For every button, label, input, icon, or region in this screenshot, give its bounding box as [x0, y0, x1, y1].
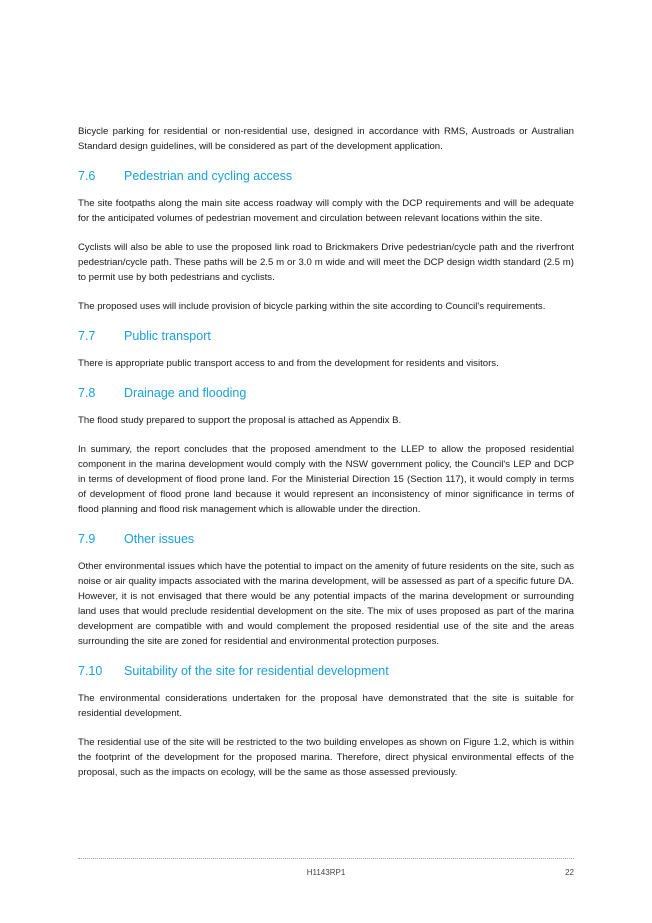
section-paragraph: Cyclists will also be able to use the proposed link road to Brickmakers Drive pedestrian/cycle path and the riverfront pedestrian/cycle path. These paths will be 2.5 m or 3.0 m wide and will meet the DCP design width standard (2.5 m) to permit use by both pedestrians and cyclists.: [78, 242, 574, 283]
section-7-9: [78, 531, 574, 649]
section-number: 7.8: [78, 386, 96, 400]
section-paragraph: There is appropriate public transport access to and from the development for residents and visitors.: [78, 358, 499, 369]
section-heading: [78, 328, 574, 344]
footer-doc-code: H1143RP1: [306, 868, 346, 877]
section-number: 7.7: [78, 329, 96, 343]
section-number: 7.9: [78, 532, 96, 546]
section-heading: [78, 663, 574, 679]
section-7-7: [78, 328, 574, 371]
section-paragraph: The environmental considerations undertaken for the proposal have demonstrated that the site is suitable for residential development.: [78, 693, 574, 719]
section-number: 7.10: [78, 664, 103, 678]
section-heading: [78, 385, 574, 401]
section-paragraph: The site footpaths along the main site access roadway will comply with the DCP requirements and will be adequate for the anticipated volumes of pedestrian movement and circulation between relevant locations within the site.: [78, 198, 574, 224]
section-heading: [78, 531, 574, 547]
section-title: Suitability of the site for residential development: [124, 664, 389, 678]
section-paragraph: In summary, the report concludes that the proposed amendment to the LLEP to allow the proposed residential component in the marina development would comply with the NSW government policy, the Council's LEP and DCP in terms of development of flood prone land. For the Ministerial Direction 15 (Section 117), it would comply in terms of development of flood prone land because it would represent an inconsistency of minor significance in terms of flood planning and flood risk management which is allowable under the direction.: [78, 444, 574, 515]
section-7-10: [78, 663, 574, 780]
intro-paragraph: Bicycle parking for residential or non-residential use, designed in accordance with RMS, Austroads or Australian Standard design guidelines, will be considered as part of the development application.: [78, 126, 574, 152]
section-paragraph: The flood study prepared to support the proposal is attached as Appendix B.: [78, 415, 402, 426]
section-paragraph: The proposed uses will include provision of bicycle parking within the site according to Council's requirements.: [78, 301, 546, 312]
section-title: Pedestrian and cycling access: [124, 169, 293, 183]
section-title: Drainage and flooding: [124, 386, 247, 400]
section-7-8: [78, 385, 574, 517]
section-number: 7.6: [78, 169, 96, 183]
section-paragraph: The residential use of the site will be restricted to the two building envelopes as shown on Figure 1.2, which is within the footprint of the development for the proposed marina. Therefore, direct physical environmental effects of the proposal, such as the impacts on ecology, will be the same as those assessed previously.: [78, 737, 574, 778]
section-title: Public transport: [124, 329, 211, 343]
section-paragraph: Other environmental issues which have the potential to impact on the amenity of future residents on the site, such as noise or air quality impacts associated with the marina development, will be assessed as part of a specific future DA. However, it is not envisaged that there would be any potential impacts of the marina development or surrounding land uses that would preclude residential development on the site. The mix of uses proposed as part of the marina development are compatible with and would complement the proposed residential use of the site and the areas surrounding the site are zoned for residential and environmental protection purposes.: [78, 561, 574, 647]
section-title: Other issues: [124, 532, 195, 546]
section-heading: [78, 168, 574, 184]
section-7-6: [78, 168, 574, 314]
page-footer: [78, 858, 574, 883]
footer-page-number: 22: [565, 868, 574, 877]
document-page: [78, 124, 574, 794]
